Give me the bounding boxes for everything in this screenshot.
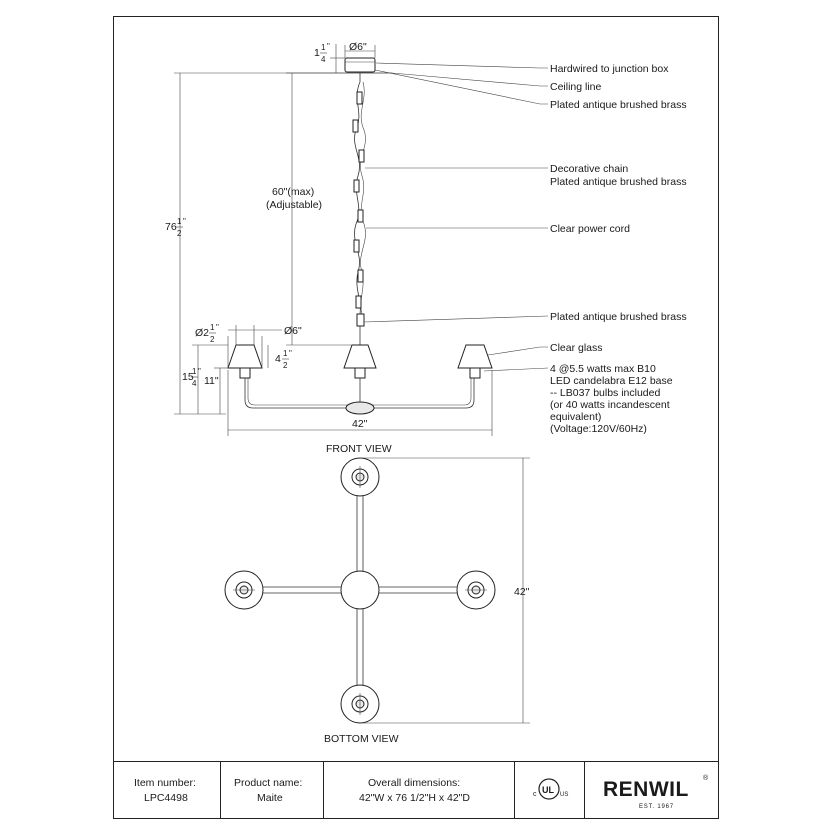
callout-ceiling-line: Ceiling line <box>550 81 602 93</box>
dim-width: 42" <box>352 418 368 430</box>
callout-bulbs-line2: LED candelabra E12 base <box>550 375 673 387</box>
callouts <box>364 63 687 435</box>
svg-text:4: 4 <box>192 379 197 388</box>
bottom-view <box>225 458 530 745</box>
bottom-shade-left <box>225 571 263 609</box>
callout-bulbs-line5: equivalent) <box>550 411 602 423</box>
title-block <box>113 761 718 818</box>
dim-chain-length-line2: (Adjustable) <box>266 199 323 211</box>
callout-bulbs-line1: 4 @5.5 watts max B10 <box>550 363 656 375</box>
svg-text:1: 1 <box>321 43 326 52</box>
dim-shade-bottom-diameter: Ø6" <box>284 325 302 337</box>
item-number-label: Item number: <box>134 777 196 789</box>
svg-text:4: 4 <box>321 55 326 64</box>
center-hub <box>346 402 374 414</box>
overall-dimensions-value: 42"W x 76 1/2"H x 42"D <box>359 792 470 804</box>
dim-canopy-diameter: Ø6" <box>349 41 367 53</box>
bottom-shade-top <box>341 458 379 496</box>
svg-text:2: 2 <box>210 335 215 344</box>
svg-text:2: 2 <box>177 229 182 238</box>
front-view <box>165 41 492 455</box>
dim-overall-height: 76 <box>165 221 177 233</box>
brand-established: EST. 1967 <box>639 804 674 810</box>
brand-registered-mark: ® <box>703 775 709 782</box>
svg-text:1: 1 <box>210 323 215 332</box>
bottom-shade-bottom <box>341 685 379 723</box>
product-name-value: Maite <box>257 792 283 804</box>
stem-coupler <box>357 314 364 326</box>
callout-canopy-finish: Plated antique brushed brass <box>550 99 687 111</box>
dim-chain-length-line1: 60"(max) <box>272 186 315 198</box>
dim-arm-height: 11" <box>204 375 219 387</box>
right-shade <box>458 345 492 368</box>
svg-text:2: 2 <box>283 361 288 370</box>
item-number-value: LPC4498 <box>144 792 188 804</box>
dim-shade-height: 4 <box>275 353 281 365</box>
callout-power-cord: Clear power cord <box>550 223 630 235</box>
cul-us-certification-icon <box>533 779 568 799</box>
front-view-caption: FRONT VIEW <box>326 443 392 455</box>
callout-junction-box: Hardwired to junction box <box>550 63 669 75</box>
bottom-shade-right <box>457 571 495 609</box>
svg-text:": " <box>216 323 219 332</box>
svg-text:": " <box>183 217 186 226</box>
svg-text:": " <box>289 349 292 358</box>
product-name-label: Product name: <box>234 777 303 789</box>
sheet-border <box>114 17 719 819</box>
brand-logo: RENWIL <box>603 778 689 801</box>
dim-shade-top-diameter: Ø2 <box>195 327 210 339</box>
svg-text:": " <box>198 367 201 376</box>
svg-text:c: c <box>533 791 537 798</box>
bottom-hub <box>341 571 379 609</box>
callout-stem-finish: Plated antique brushed brass <box>550 311 687 323</box>
svg-text:UL: UL <box>542 785 554 795</box>
callout-bulbs-line4: (or 40 watts incandescent <box>550 399 670 411</box>
svg-text:1: 1 <box>283 349 288 358</box>
center-shade <box>344 345 376 368</box>
dim-canopy-height: 1 <box>314 47 320 59</box>
callout-clear-glass: Clear glass <box>550 342 603 354</box>
bottom-view-caption: BOTTOM VIEW <box>324 733 399 745</box>
callout-chain-line1: Decorative chain <box>550 163 629 175</box>
callout-chain-line2: Plated antique brushed brass <box>550 176 687 188</box>
left-shade <box>228 345 262 368</box>
callout-bulbs-line6: (Voltage:120V/60Hz) <box>550 423 647 435</box>
decorative-chain <box>353 73 366 314</box>
svg-text:1: 1 <box>177 217 182 226</box>
dim-depth: 42" <box>514 586 530 598</box>
svg-text:1: 1 <box>192 367 197 376</box>
callout-bulbs-line3: -- LB037 bulbs included <box>550 387 661 399</box>
overall-dimensions-label: Overall dimensions: <box>368 777 461 789</box>
svg-text:US: US <box>560 792 569 798</box>
canopy <box>345 58 375 72</box>
dim-body-height: 15 <box>182 371 194 383</box>
svg-text:": " <box>327 42 330 51</box>
